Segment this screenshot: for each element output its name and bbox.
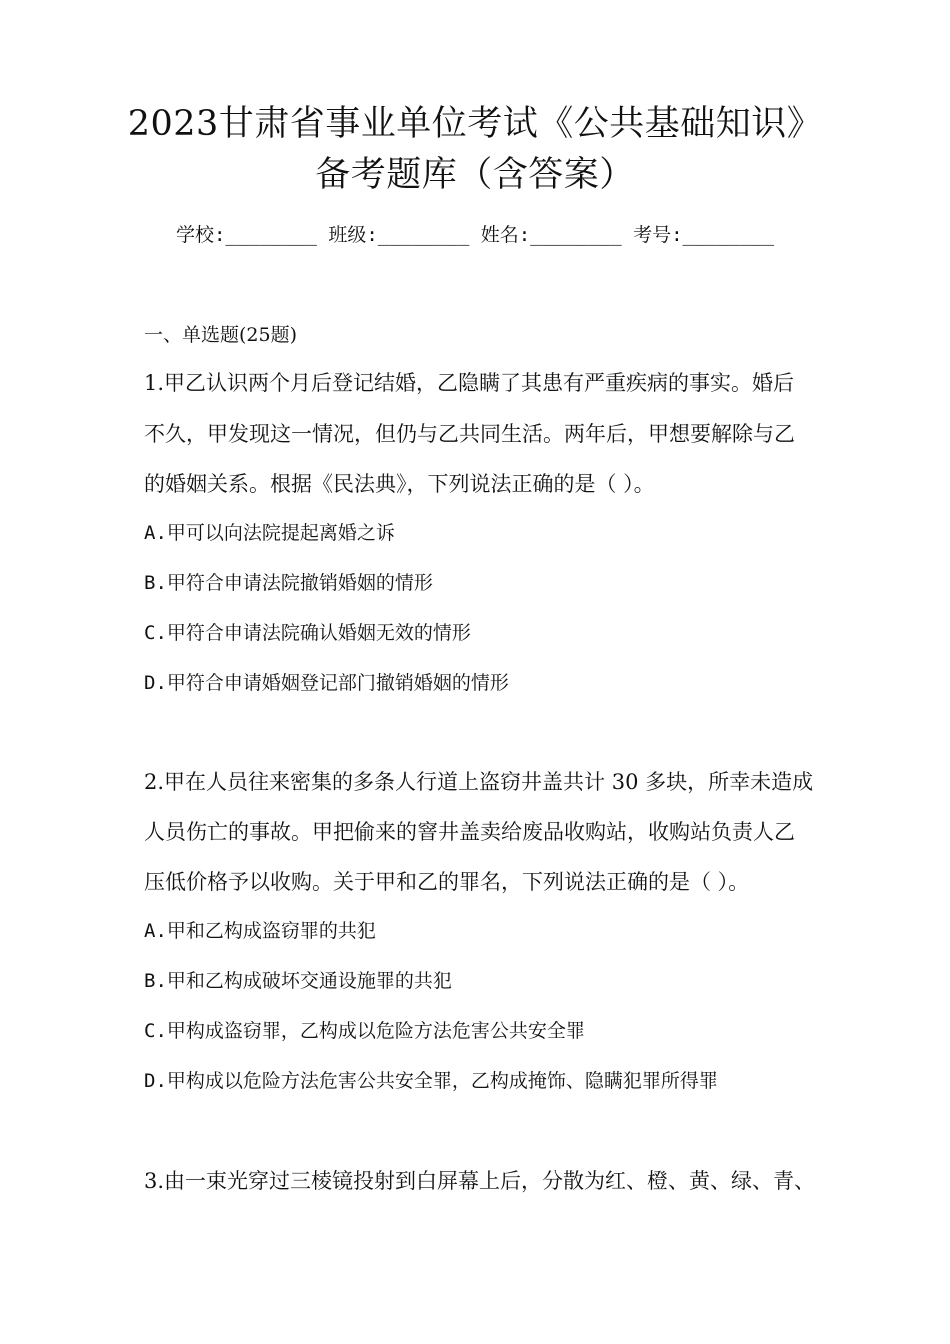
question-1-stem-line-1: 1.甲乙认识两个月后登记结婚，乙隐瞒了其患有严重疾病的事实。婚后: [144, 371, 795, 395]
question-2-option-c: C.甲构成盗窃罪，乙构成以危险方法危害公共安全罪: [144, 1020, 585, 1042]
student-info-line: 学校:________ 班级:________ 姓名:________ 考号:________: [175, 224, 775, 246]
page-title-line-1: 2023甘肃省事业单位考试《公共基础知识》: [127, 104, 823, 144]
page-title-line-2: 备考题库（含答案）: [315, 155, 635, 195]
section-heading: 一、单选题(25题): [144, 324, 298, 346]
question-2-option-d: D.甲构成以危险方法危害公共安全罪，乙构成掩饰、隐瞒犯罪所得罪: [144, 1070, 718, 1092]
question-1-stem-line-2: 不久，甲发现这一情况，但仍与乙共同生活。两年后，甲想要解除与乙: [144, 422, 795, 446]
question-2-stem-line-3: 压低价格予以收购。关于甲和乙的罪名，下列说法正确的是（ ）。: [144, 870, 750, 894]
question-1-option-a: A.甲可以向法院提起离婚之诉: [144, 522, 395, 544]
question-1-option-c: C.甲符合申请法院确认婚姻无效的情形: [144, 622, 471, 644]
question-2-stem-line-1: 2.甲在人员往来密集的多条人行道上盗窃井盖共计 30 多块，所幸未造成: [144, 770, 814, 794]
question-1-option-b: B.甲符合申请法院撤销婚姻的情形: [144, 572, 433, 594]
question-2-option-a: A.甲和乙构成盗窃罪的共犯: [144, 920, 376, 942]
question-2-option-b: B.甲和乙构成破坏交通设施罪的共犯: [144, 970, 452, 992]
question-3-stem-line-1: 3.由一束光穿过三棱镜投射到白屏幕上后，分散为红、橙、黄、绿、青、: [144, 1169, 816, 1193]
question-1-stem-line-3: 的婚姻关系。根据《民法典》，下列说法正确的是（ ）。: [144, 472, 655, 496]
question-2-stem-line-2: 人员伤亡的事故。甲把偷来的窨井盖卖给废品收购站，收购站负责人乙: [144, 820, 795, 844]
question-1-option-d: D.甲符合申请婚姻登记部门撤销婚姻的情形: [144, 672, 509, 694]
